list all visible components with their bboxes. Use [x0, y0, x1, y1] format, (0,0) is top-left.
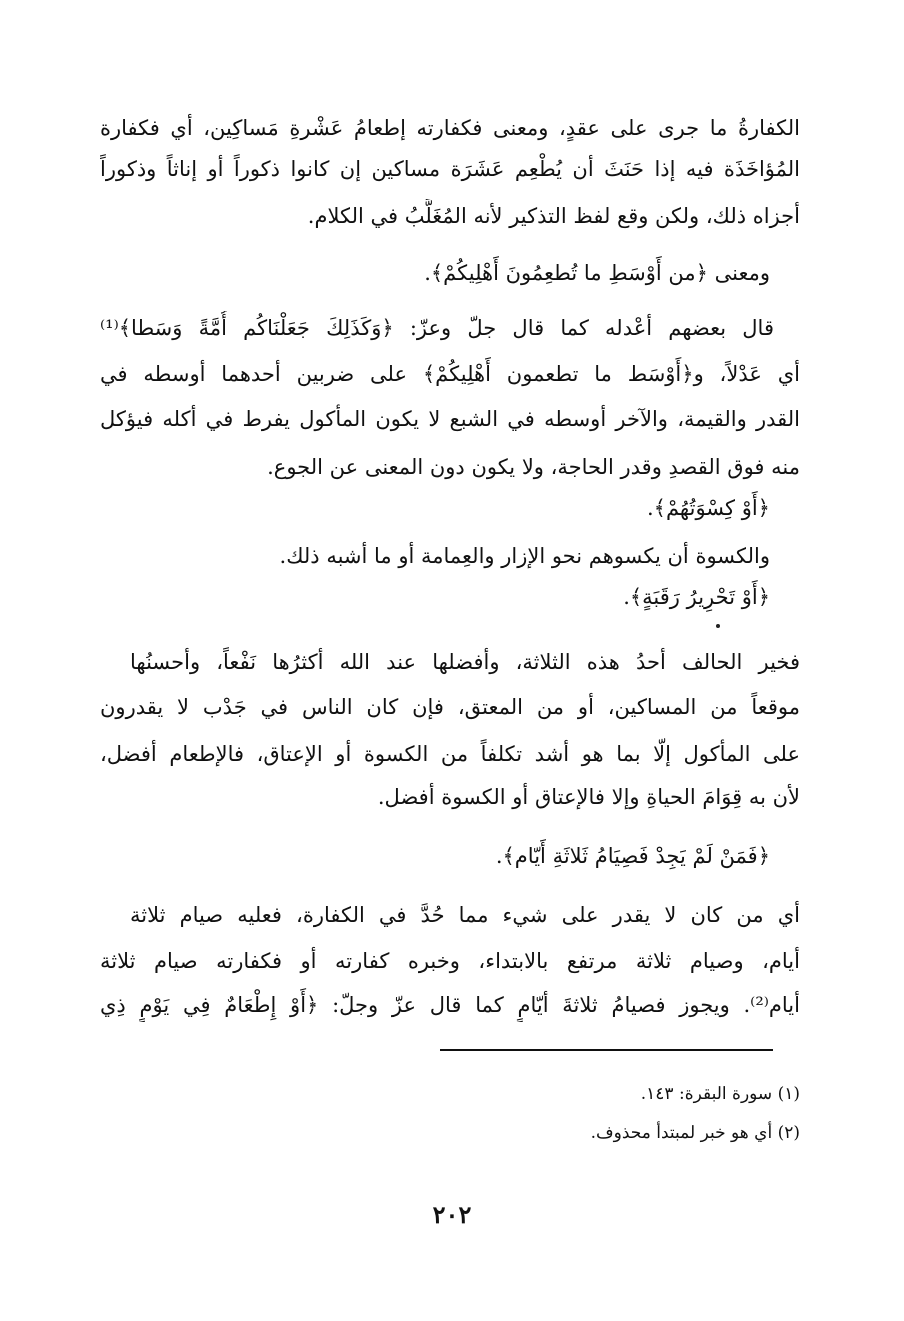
- text-line: والكسوة أن يكسوهم نحو الإزار والعِمامة أو ما أشبه ذلك.: [279, 544, 770, 568]
- text-line: أي من كان لا يقدر على شيء مما حُدَّ في الكفارة، فعليه صيام ثلاثة: [130, 903, 800, 927]
- text-line: ومعنى ﴿من أَوْسَطِ ما تُطعِمُونَ أَهْلِيكُمْ﴾.: [424, 261, 770, 285]
- page-number: ٢٠٢: [432, 1200, 472, 1229]
- text-line: لأن به قِوَامَ الحياةِ وإلا فالإعتاق أو الكسوة أفضل.: [377, 785, 800, 809]
- text-line: المُؤاخَذَة فيه إذا حَنَثَ أن يُطْعِم عَشَرَة مساكين إن كانوا ذكوراً أو إناثاً وذكوراً: [100, 157, 800, 181]
- footnote: (١) سورة البقرة: ١٤٣.: [640, 1084, 800, 1104]
- footnote: (٢) أي هو خبر لمبتدأ محذوف.: [590, 1123, 800, 1143]
- text-line: أجزاه ذلك، ولكن وقع لفظ التذكير لأنه المُغَلَّبُ في الكلام.: [307, 204, 800, 228]
- text-line: ﴿أَوْ تَحْرِيرُ رَقَبَةٍ﴾.: [623, 585, 770, 609]
- text-line: أيام، وصيام ثلاثة مرتفع بالابتداء، وخبره كفارته أو فكفارته صيام ثلاثة: [100, 949, 800, 973]
- text-line: ﴿أَوْ كِسْوَتُهُمْ﴾.: [646, 496, 770, 520]
- text-line: موقعاً من المساكين، أو من المعتق، فإن كان الناس في جَدْب لا يقدرون: [100, 695, 800, 719]
- text-line: منه فوق القصدِ وقدر الحاجة، ولا يكون دون المعنى عن الجوع.: [267, 455, 800, 479]
- text-line: ﴿فَمَنْ لَمْ يَجِدْ فَصِيَامُ ثَلاثَةِ أَيّام﴾.: [495, 844, 770, 868]
- stray-mark: [716, 624, 720, 628]
- text-line: الكفارةُ ما جرى على عقدٍ، ومعنى فكفارته إطعامُ عَشْرةِ مَساكِين، أي فكفارة: [100, 116, 800, 140]
- text-line: على المأكول إلّا بما هو أشد تكلفاً من الكسوة أو الإعتاق، فالإطعام أفضل،: [100, 742, 800, 766]
- text-line: فخير الحالف أحدُ هذه الثلاثة، وأفضلها عند الله أكثرُها نَفْعاً، وأحسنُها: [130, 650, 800, 674]
- text-line: أيام⁽²⁾. ويجوز فصيامُ ثلاثةَ أيّامٍ كما قال عزّ وجلّ: ﴿أَوْ إِطْعَامٌ فِي يَوْمٍ ذِي: [100, 993, 800, 1017]
- text-line: القدر والقيمة، والآخر أوسطه في الشبع لا يكون المأكول يفرط في أكله فيؤكل: [100, 407, 800, 431]
- text-line: قال بعضهم أعْدله كما قال جلّ وعزّ: ﴿وَكَذَلِكَ جَعَلْنَاكُم أُمَّةً وَسَطا﴾⁽¹⁾: [100, 316, 774, 340]
- footnote-divider: [440, 1049, 773, 1051]
- text-line: أي عَدْلاً، و﴿أَوْسَط ما تطعمون أَهْلِيكُمْ﴾ على ضربين أحدهما أوسطه في: [100, 362, 800, 386]
